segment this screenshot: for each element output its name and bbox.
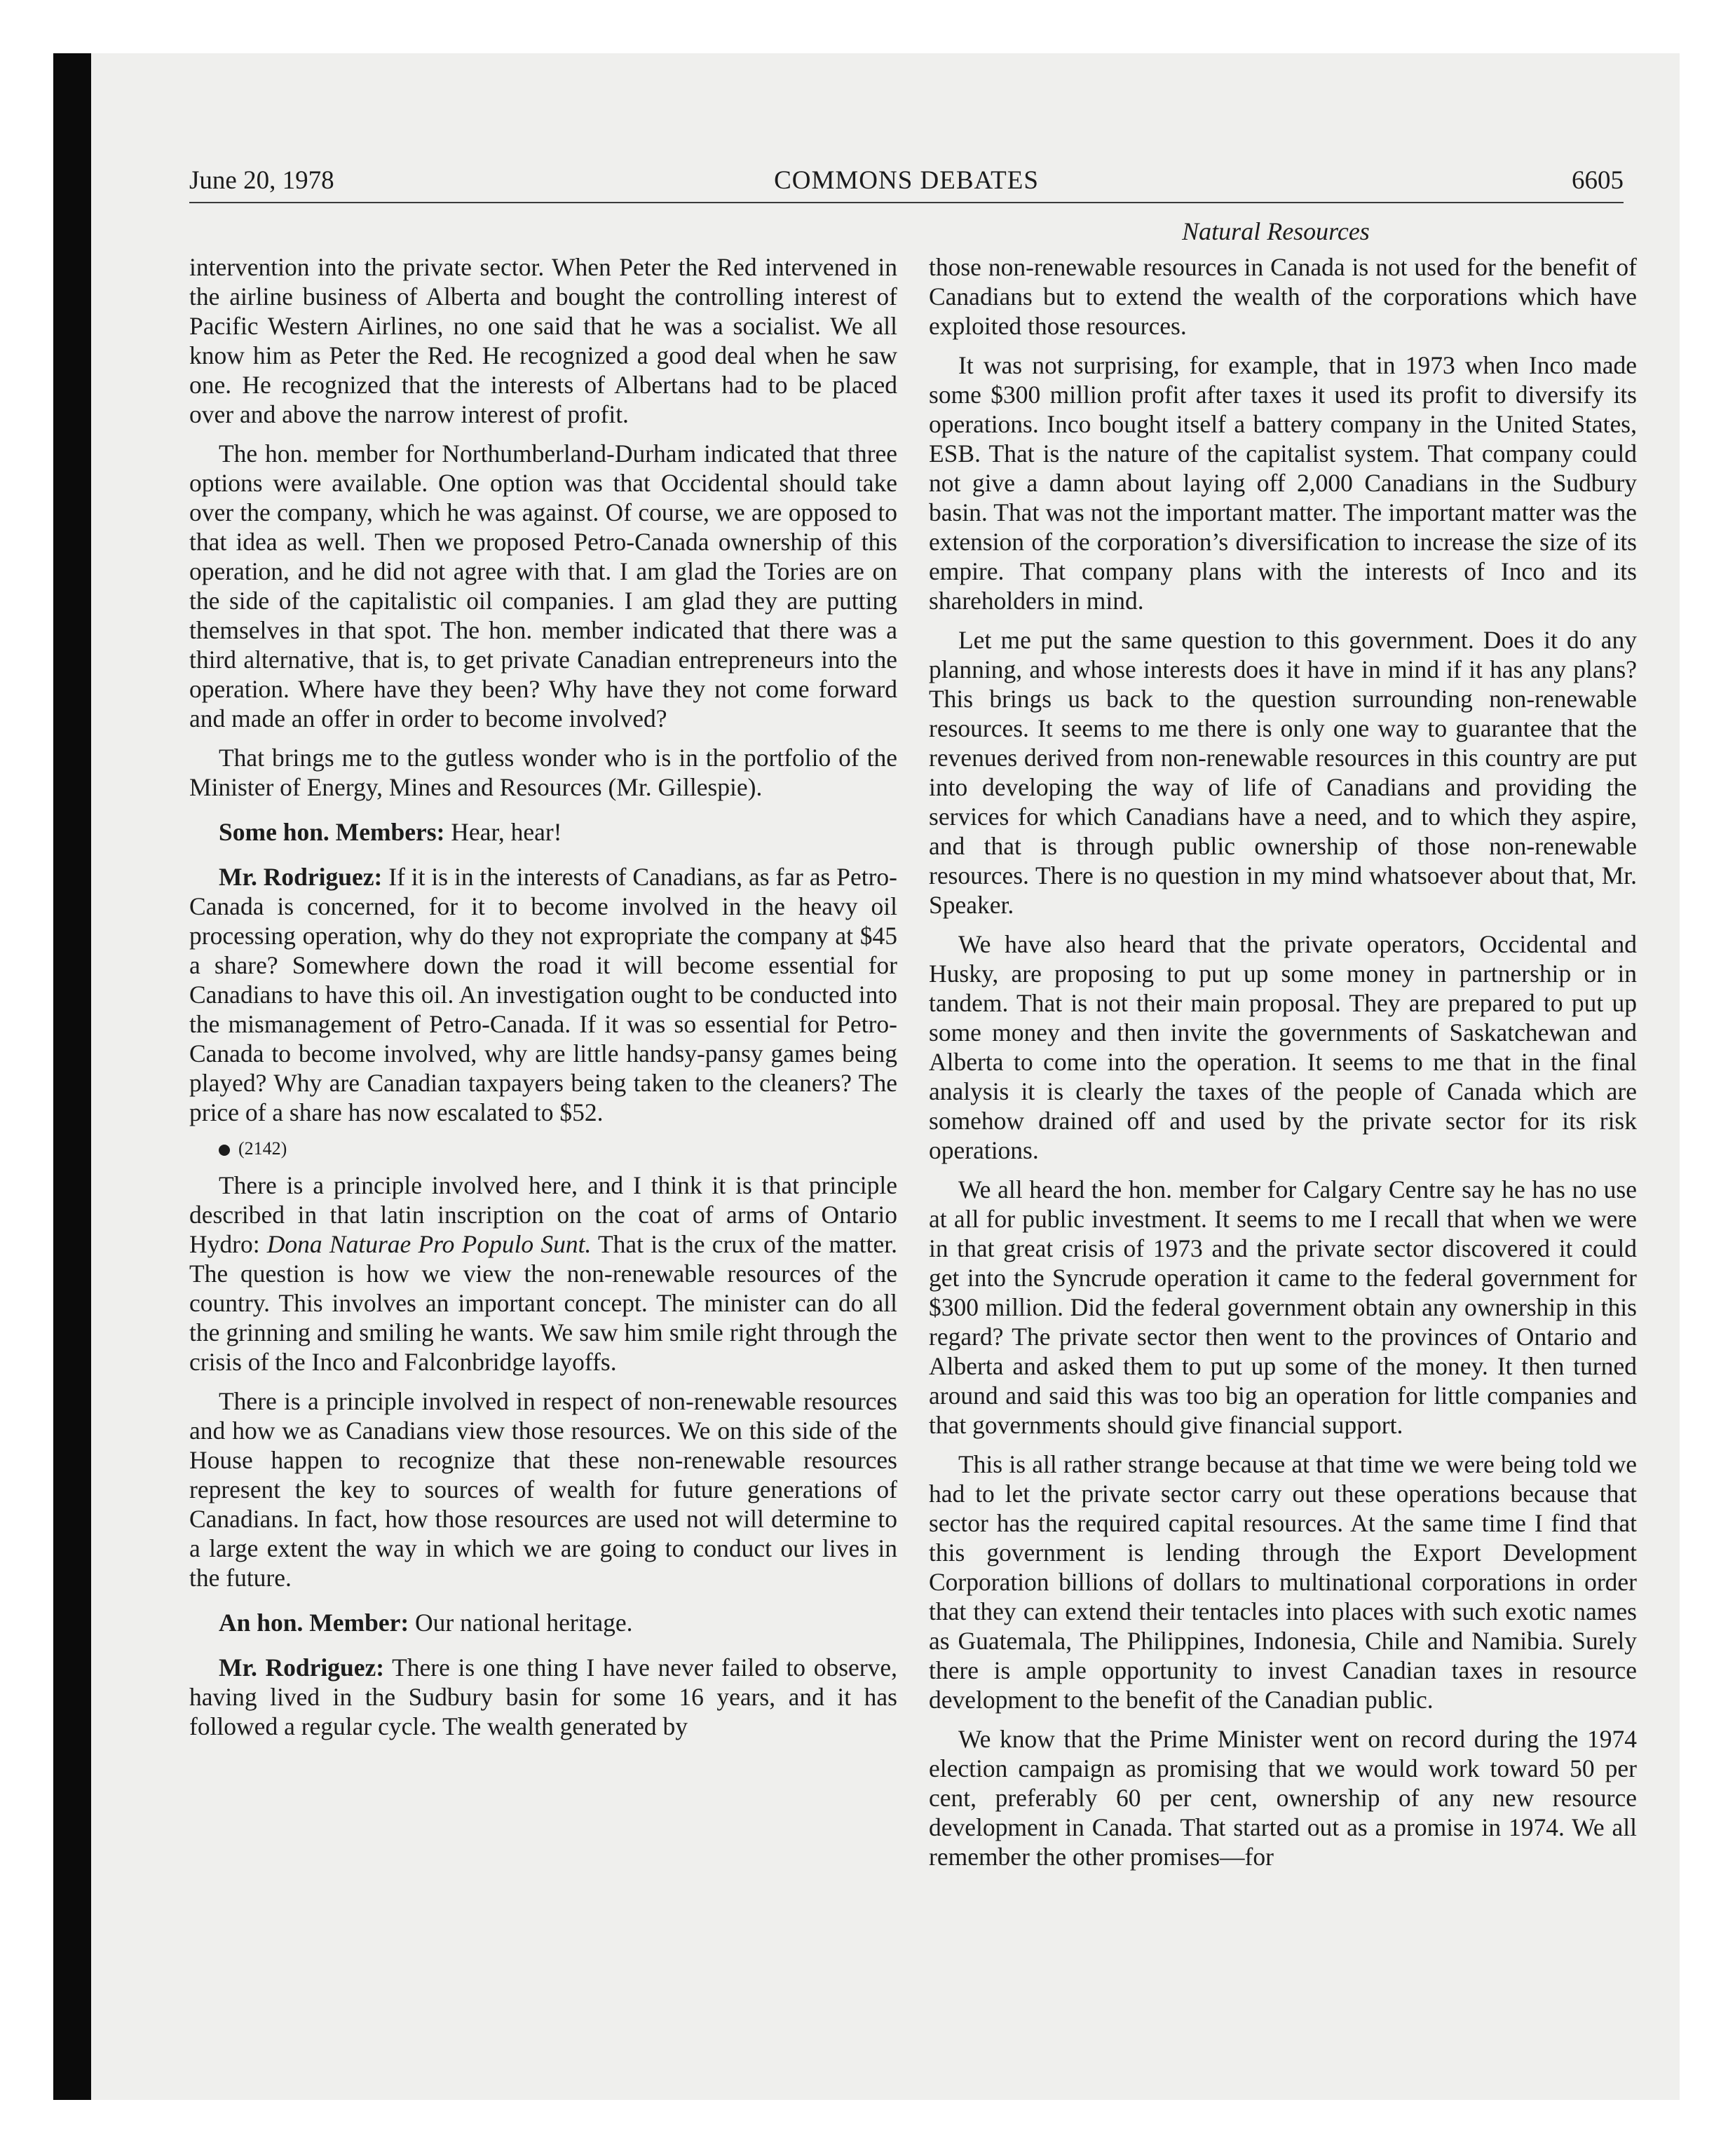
speaker-name: Mr. Rodriguez: <box>219 1653 385 1681</box>
speaker-name: Some hon. Members: <box>219 818 445 846</box>
speech-text: Our national heritage. <box>409 1609 633 1637</box>
paragraph: There is a principle involved in respect of non-renewable resources and how we as Canadians view those resources. We on this side of the House happen to recognize that these non-renewable resources represent the key to sources of wealth for future generations of Canadians. In fact, how those resources are used not will determine to a large extent the way in which we are going to conduct our lives in the future. <box>189 1387 897 1592</box>
paragraph: intervention into the private sector. When Peter the Red intervened in the airline business of Alberta and bought the controlling interest of Pacific Western Airlines, no one said that he was a socialist. We all know him as Peter the Red. He recognized a good deal when he saw one. He recognized that the interests of Albertans had to be placed over and above the narrow interest of profit. <box>189 253 897 428</box>
paragraph: We have also heard that the private operators, Occidental and Husky, are proposing to put up some money in partnership or in tandem. That is not their main proposal. They are prepared to put up some money and then invite the governments of Saskatchewan and Alberta to come into the operation. It seems to me that in the final analysis it is clearly the taxes of the people of Canada which are somehow drained off and used by the private sector for its risk operations. <box>929 930 1637 1164</box>
speaker-name: Mr. Rodriguez: <box>219 863 383 891</box>
speech-entry <box>189 862 897 1127</box>
paragraph: those non-renewable resources in Canada is not used for the benefit of Canadians but to extend the wealth of the corporations which have exploited those resources. <box>929 253 1637 340</box>
header-date: June 20, 1978 <box>189 166 334 195</box>
bullet-dot-icon <box>219 1145 230 1156</box>
paragraph: It was not surprising, for example, that in 1973 when Inco made some $300 million profit after taxes it used its profit to diversify its operations. Inco bought itself a battery company in the United States, ESB. That is the nature of the capitalist system. That company could not give a damn about laying off 2,000 Canadians in the Sudbury basin. That was not the important matter. The important matter was the extension of the corporation’s diversification to increase the size of its empire. That company plans with the interests of Inco and its shareholders in mind. <box>929 351 1637 615</box>
right-column <box>929 252 1637 1881</box>
speech-text: If it is in the interests of Canadians, as far as Petro-Canada is concerned, for it to become involved in the heavy oil processing operation, why do they not expropriate the company at $45 a share? Somewhere down the road it will become essential for Canadians to have this oil. An investigation ought to be conducted into the mismanagement of Petro-Canada. If it was so essential for Petro-Canada to become involved, why are little handsy-pansy games being played? Why are Canadian taxpayers being taken to the cleaners? The price of a share has now escalated to $52. <box>189 863 897 1126</box>
speech-entry <box>189 817 897 847</box>
header-title: COMMONS DEBATES <box>774 166 1039 195</box>
paragraph: That brings me to the gutless wonder who is in the portfolio of the Minister of Energy, Mines and Resources (Mr. Gillespie). <box>189 744 897 801</box>
header-page-number: 6605 <box>1572 166 1624 195</box>
speech-entry <box>189 1608 897 1637</box>
latin-inscription: Dona Naturae Pro Populo Sunt. <box>266 1230 592 1258</box>
time-marker-text: (2142) <box>238 1138 287 1159</box>
paragraph-text: That is the crux of the matter. The question is how we view the non-renewable resources of the country. This involves an important concept. The minister can do all the grinning and smiling he wants. We saw him smile right through the crisis of the Inco and Falconbridge layoffs. <box>189 1230 897 1376</box>
paragraph <box>189 1171 897 1377</box>
header-rule <box>189 202 1624 203</box>
paragraph: This is all rather strange because at that time we were being told we had to let the private sector carry out these operations because that sector has the required capital resources. At the same time I find that this government is lending through the Export Development Corporation billions of dollars to multinational corporations in order that they can extend their tentacles into places with such exotic names as Guatemala, The Philippines, Indonesia, Chile and Namibia. Surely there is ample opportunity to invest Canadian taxes in resource development to the benefit of the Canadian public. <box>929 1450 1637 1714</box>
paragraph: We all heard the hon. member for Calgary Centre say he has no use at all for public investment. It seems to me I recall that when we were in that great crisis of 1973 and the private sector discovered it could get into the Syncrude operation it came to the federal government for $300 million. Did the federal government obtain any ownership in this regard? The private sector then went to the provinces of Ontario and Alberta and asked them to put up some of the money. It then turned around and said this was too big an operation for little companies and that governments should give financial support. <box>929 1175 1637 1439</box>
scan-edge-shadow <box>53 53 91 2100</box>
speaker-name: An hon. Member: <box>219 1609 409 1637</box>
paragraph-text: There is a principle involved here, and I think it is that principle described in that latin inscription on the coat of arms of Ontario Hydro: <box>189 1171 897 1258</box>
page-header <box>189 163 1624 199</box>
time-marker <box>189 1137 897 1161</box>
speech-entry <box>189 1653 897 1741</box>
paragraph: Let me put the same question to this government. Does it do any planning, and whose interests does it have in mind if it has any plans? This brings us back to the question surrounding non-renewable resources. It seems to me there is only one way to guarantee that the revenues derived from non-renewable resources in this country are put into developing the way of life of Canadians and providing the services for which Canadians have a need, and to which they aspire, and that is through public ownership of those non-renewable resources. There is no question in my mind whatsoever about that, Mr. Speaker. <box>929 626 1637 919</box>
speech-text: There is one thing I have never failed to observe, having lived in the Sudbury basin for some 16 years, and it has followed a regular cycle. The wealth generated by <box>189 1653 897 1740</box>
paragraph: The hon. member for Northumberland-Durham indicated that three options were available. One option was that Occidental should take over the company, which he was against. Of course, we are opposed to that idea as well. Then we proposed Petro-Canada ownership of this operation, and he did not agree with that. I am glad the Tories are on the side of the capitalistic oil companies. I am glad they are putting themselves in that spot. The hon. member indicated that there was a third alternative, that is, to get private Canadian entrepreneurs into the operation. Where have they been? Why have they not come forward and made an offer in order to become involved? <box>189 439 897 732</box>
left-column <box>189 252 897 1751</box>
paragraph: We know that the Prime Minister went on record during the 1974 election campaign as promising that we would work toward 50 per cent, preferably 60 per cent, ownership of any new resource development in Canada. That started out as a promise in 1974. We all remember the other promises—for <box>929 1725 1637 1871</box>
section-heading: Natural Resources <box>1182 217 1370 245</box>
speech-text: Hear, hear! <box>444 818 562 846</box>
